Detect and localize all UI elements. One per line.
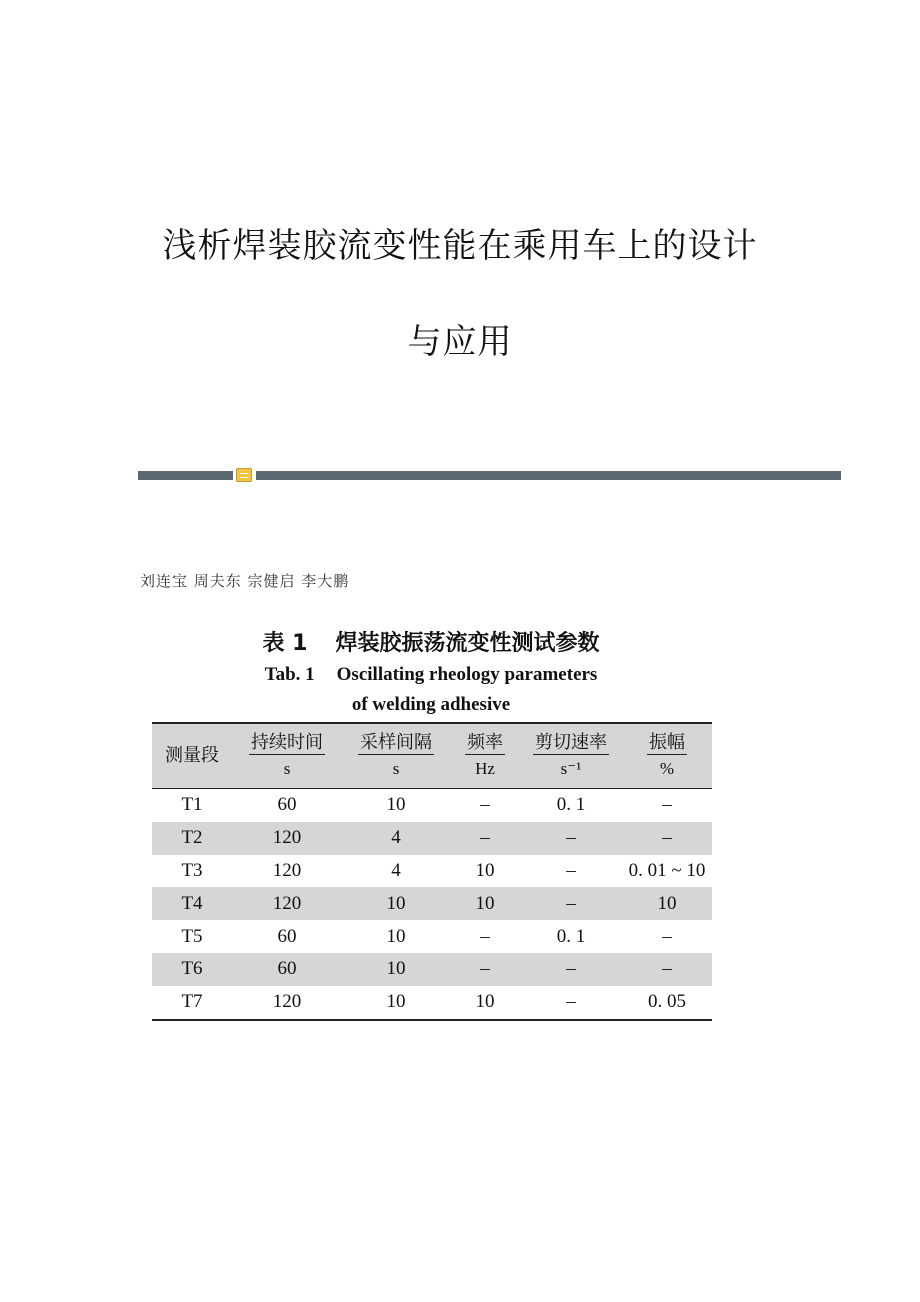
- header-shear-rate: 剪切速率 s⁻¹: [520, 723, 622, 789]
- table-cell: 60: [277, 794, 297, 816]
- table-cell: –: [480, 827, 490, 849]
- parameters-table: [152, 722, 712, 1021]
- table-row: [152, 920, 712, 953]
- table-cell: –: [662, 925, 672, 947]
- header-frequency: 频率 Hz: [450, 723, 520, 789]
- table-cell: –: [566, 892, 576, 914]
- table-cell: –: [566, 859, 576, 881]
- table-row: [152, 986, 712, 1020]
- table-cell: 10: [450, 986, 520, 1020]
- table-cell: T4: [181, 892, 203, 914]
- table-cell: –: [566, 827, 576, 849]
- table-cell: 10: [475, 859, 495, 881]
- table-cell: 60: [277, 958, 297, 980]
- table-cell: 0. 1: [556, 925, 586, 947]
- table-cell: 10: [386, 958, 406, 980]
- title-divider-right: [256, 471, 841, 480]
- table-cell: –: [662, 794, 672, 816]
- table-row: [152, 887, 712, 920]
- table-cell: T1: [181, 794, 203, 816]
- table-cell: –: [566, 958, 576, 980]
- table-caption-cn-number: 表 1: [262, 631, 308, 656]
- table-cell: 10: [657, 892, 677, 914]
- table-cell: –: [662, 827, 672, 849]
- table-cell: –: [662, 958, 672, 980]
- table-cell: T2: [181, 827, 203, 849]
- table-cell: 0. 1: [556, 794, 586, 816]
- table-cell: 10: [342, 986, 450, 1020]
- table-cell: 4: [391, 859, 401, 881]
- table-cell: 60: [277, 925, 297, 947]
- header-duration: 持续时间 s: [232, 723, 342, 789]
- table-caption-en-number: Tab. 1: [264, 664, 315, 685]
- author-list: 刘连宝 周夫东 宗健启 李大鹏: [140, 572, 350, 590]
- document-badge-icon: [236, 468, 252, 482]
- table-caption-en-line1: [150, 664, 712, 686]
- table-cell: 120: [272, 859, 302, 881]
- table-cell: 0. 01 ~ 10: [628, 859, 706, 881]
- table-cell: 10: [386, 892, 406, 914]
- table-cell: 10: [386, 794, 406, 816]
- table-row: [152, 822, 712, 855]
- table-cell: T5: [181, 925, 203, 947]
- table-cell: 120: [272, 892, 302, 914]
- table-cell: 0. 05: [622, 986, 712, 1020]
- table-caption-cn-text: 焊装胶振荡流变性测试参数: [335, 631, 600, 656]
- table-cell: 120: [272, 827, 302, 849]
- table-caption-en-text: Oscillating rheology parameters: [336, 664, 598, 685]
- table-cell: T7: [152, 986, 232, 1020]
- table-cell: T3: [181, 859, 203, 881]
- table-cell: 10: [475, 892, 495, 914]
- title-line-2: 与应用: [407, 322, 513, 362]
- title-divider-left: [138, 471, 233, 480]
- header-sampling-interval: 采样间隔 s: [342, 723, 450, 789]
- header-segment: 测量段: [152, 723, 232, 789]
- table-cell: T6: [181, 958, 203, 980]
- table-header-row: [152, 723, 712, 789]
- header-amplitude: 振幅 %: [622, 723, 712, 789]
- table-cell: 120: [232, 986, 342, 1020]
- table-cell: 4: [391, 827, 401, 849]
- table-row: [152, 855, 712, 888]
- table-cell: –: [480, 925, 490, 947]
- table-cell: –: [480, 794, 490, 816]
- title-line-1: 浅析焊装胶流变性能在乘用车上的设计: [162, 226, 758, 266]
- table-caption-cn: [150, 626, 712, 657]
- table-row: [152, 953, 712, 986]
- table-cell: 10: [386, 925, 406, 947]
- table-row: [152, 789, 712, 822]
- table-cell: –: [480, 958, 490, 980]
- table-cell: –: [520, 986, 622, 1020]
- table-caption-en-line2: of welding adhesive: [351, 694, 511, 715]
